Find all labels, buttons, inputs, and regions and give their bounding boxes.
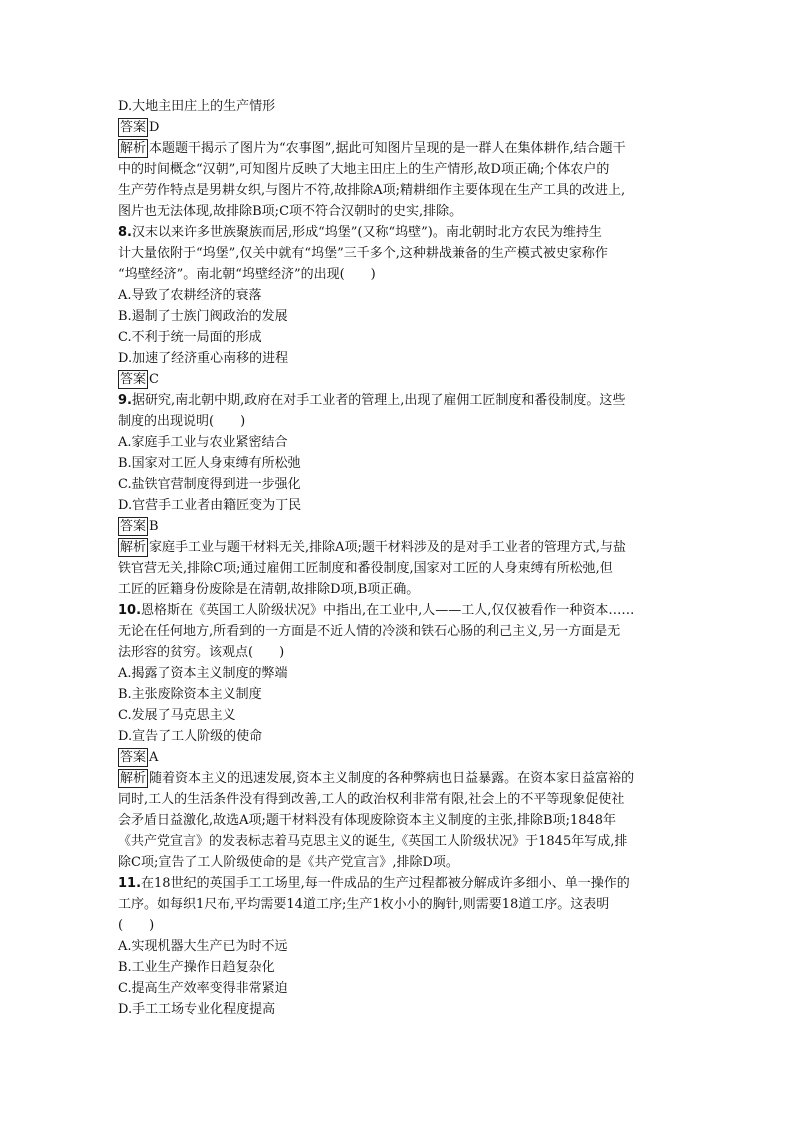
q8-stem-line: 8.汉末以来许多世族聚族而居,形成“坞堡”(又称“坞壁”)。南北朝时北方农民为维持生 bbox=[118, 225, 602, 240]
q7-analysis-line: 生产劳作特点是男耕女织,与图片不符,故排除A项;精耕细作主要体现在生产工具的改进上, bbox=[118, 183, 626, 198]
analysis-label: 解析 bbox=[120, 141, 147, 156]
answer-label: 答案 bbox=[120, 372, 147, 387]
q9-analysis-line: 解析 家庭手工业与题干材料无关,排除A项;题干材料涉及的是对手工业者的管理方式,与盐 bbox=[120, 540, 627, 555]
q10-stem-line: 法形容的贫穷。该观点( ) bbox=[118, 645, 285, 660]
q10-analysis-line: 解析 随着资本主义的迅速发展,资本主义制度的各种弊病也日益暴露。在资本家日益富裕的 bbox=[120, 771, 635, 786]
q9-option-a: A.家庭手工业与农业紧密结合 bbox=[118, 435, 288, 450]
q8-option-a: A.导致了农耕经济的衰落 bbox=[118, 288, 262, 303]
q11-option-c: C.提高生产效率变得非常紧迫 bbox=[118, 981, 288, 996]
answer-label: 答案 bbox=[120, 120, 147, 135]
analysis-label: 解析 bbox=[120, 540, 147, 555]
q9-analysis-line: 工匠的匠籍身份废除是在清朝,故排除D项,B项正确。 bbox=[118, 582, 420, 597]
answer-label: 答案 bbox=[120, 750, 147, 765]
question-number: 9. bbox=[118, 393, 132, 408]
q8-option-c: C.不利于统一局面的形成 bbox=[118, 330, 262, 345]
answer-label: 答案 bbox=[120, 519, 147, 534]
q11-stem-line: ( ) bbox=[118, 918, 155, 933]
q11-option-b: B.工业生产操作日趋复杂化 bbox=[118, 960, 275, 975]
analysis-label: 解析 bbox=[120, 771, 147, 786]
q8-stem-line: “坞壁经济”。南北朝“坞壁经济”的出现( ) bbox=[118, 267, 376, 282]
q8-stem-line: 计大量依附于“坞堡”,仅关中就有“坞堡”三千多个,这种耕战兼备的生产模式被史家称作 bbox=[118, 246, 608, 261]
q9-option-d: D.官营手工业者由籍匠变为丁民 bbox=[118, 498, 302, 513]
q10-option-d: D.宣告了工人阶级的使命 bbox=[118, 729, 263, 744]
q10-stem-line: 无论在任何地方,所看到的一方面是不近人情的冷淡和铁石心肠的利己主义,另一方面是无 bbox=[118, 624, 621, 639]
q9-stem-line: 9.据研究,南北朝中期,政府在对手工业者的管理上,出现了雇佣工匠制度和番役制度。这些 bbox=[118, 393, 626, 408]
q8-option-d: D.加速了经济重心南移的进程 bbox=[118, 351, 289, 366]
q10-option-b: B.主张废除资本主义制度 bbox=[118, 687, 262, 702]
q7-analysis-line: 中的时间概念“汉朝”,可知图片反映了大地主田庄上的生产情形,故D项正确;个体农户的 bbox=[118, 162, 610, 177]
q9-analysis-line: 铁官营无关,排除C项;通过雇佣工匠制度和番役制度,国家对工匠的人身束缚有所松弛,但 bbox=[118, 561, 613, 576]
answer-value: D bbox=[149, 120, 160, 135]
q7-analysis-line: 解析 本题题干揭示了图片为“农事图”,据此可知图片呈现的是一群人在集体耕作,结合题干 bbox=[120, 141, 626, 156]
q9-answer-row bbox=[118, 517, 159, 537]
q9-option-b: B.国家对工匠人身束缚有所松弛 bbox=[118, 456, 301, 471]
q10-analysis-line: 同时,工人的生活条件没有得到改善,工人的政治权利非常有限,社会上的不平等现象促使社 bbox=[118, 792, 625, 807]
q7-analysis-line: 图片也无法体现,故排除B项;C项不符合汉朝时的史实,排除。 bbox=[118, 204, 463, 219]
q10-stem-line: 10.恩格斯在《英国工人阶级状况》中指出,在工业中,人——工人,仅仅被看作一种资本…… bbox=[118, 603, 635, 618]
answer-value: B bbox=[149, 519, 159, 534]
question-number: 11. bbox=[118, 876, 142, 891]
q11-option-d: D.手工工场专业化程度提高 bbox=[118, 1002, 276, 1017]
q8-answer-row bbox=[118, 370, 159, 390]
q10-analysis-line: 会矛盾日益激化,故选A项;题干材料没有体现废除资本主义制度的主张,排除B项;1848年 bbox=[118, 813, 617, 828]
q10-answer-row bbox=[118, 748, 158, 768]
question-number: 10. bbox=[118, 603, 142, 618]
q11-stem-line: 工序。如每织1尺布,平均需要14道工序;生产1枚小小的胸针,则需要18道工序。这表明 bbox=[118, 897, 610, 912]
q10-analysis-line: 《共产党宣言》的发表标志着马克思主义的诞生,《英国工人阶级状况》于1845年写成,排 bbox=[118, 834, 628, 849]
q10-analysis-line: 除C项;宣告了工人阶级使命的是《共产党宣言》,排除D项。 bbox=[118, 855, 459, 870]
q9-option-c: C.盐铁官营制度得到进一步强化 bbox=[118, 477, 301, 492]
q7-option-d: D.大地主田庄上的生产情形 bbox=[118, 99, 276, 114]
q10-option-a: A.揭露了资本主义制度的弊端 bbox=[118, 666, 288, 681]
q11-stem-line: 11.在18世纪的英国手工工场里,每一件成品的生产过程都被分解成许多细小、单一操作的 bbox=[118, 876, 630, 891]
q11-option-a: A.实现机器大生产已为时不远 bbox=[118, 939, 288, 954]
answer-value: C bbox=[149, 372, 159, 387]
q9-stem-line: 制度的出现说明( ) bbox=[118, 414, 246, 429]
q7-answer-row bbox=[118, 118, 159, 138]
question-number: 8. bbox=[118, 225, 132, 240]
q8-option-b: B.遏制了士族门阀政治的发展 bbox=[118, 309, 288, 324]
q10-option-c: C.发展了马克思主义 bbox=[118, 708, 236, 723]
answer-value: A bbox=[149, 750, 159, 765]
